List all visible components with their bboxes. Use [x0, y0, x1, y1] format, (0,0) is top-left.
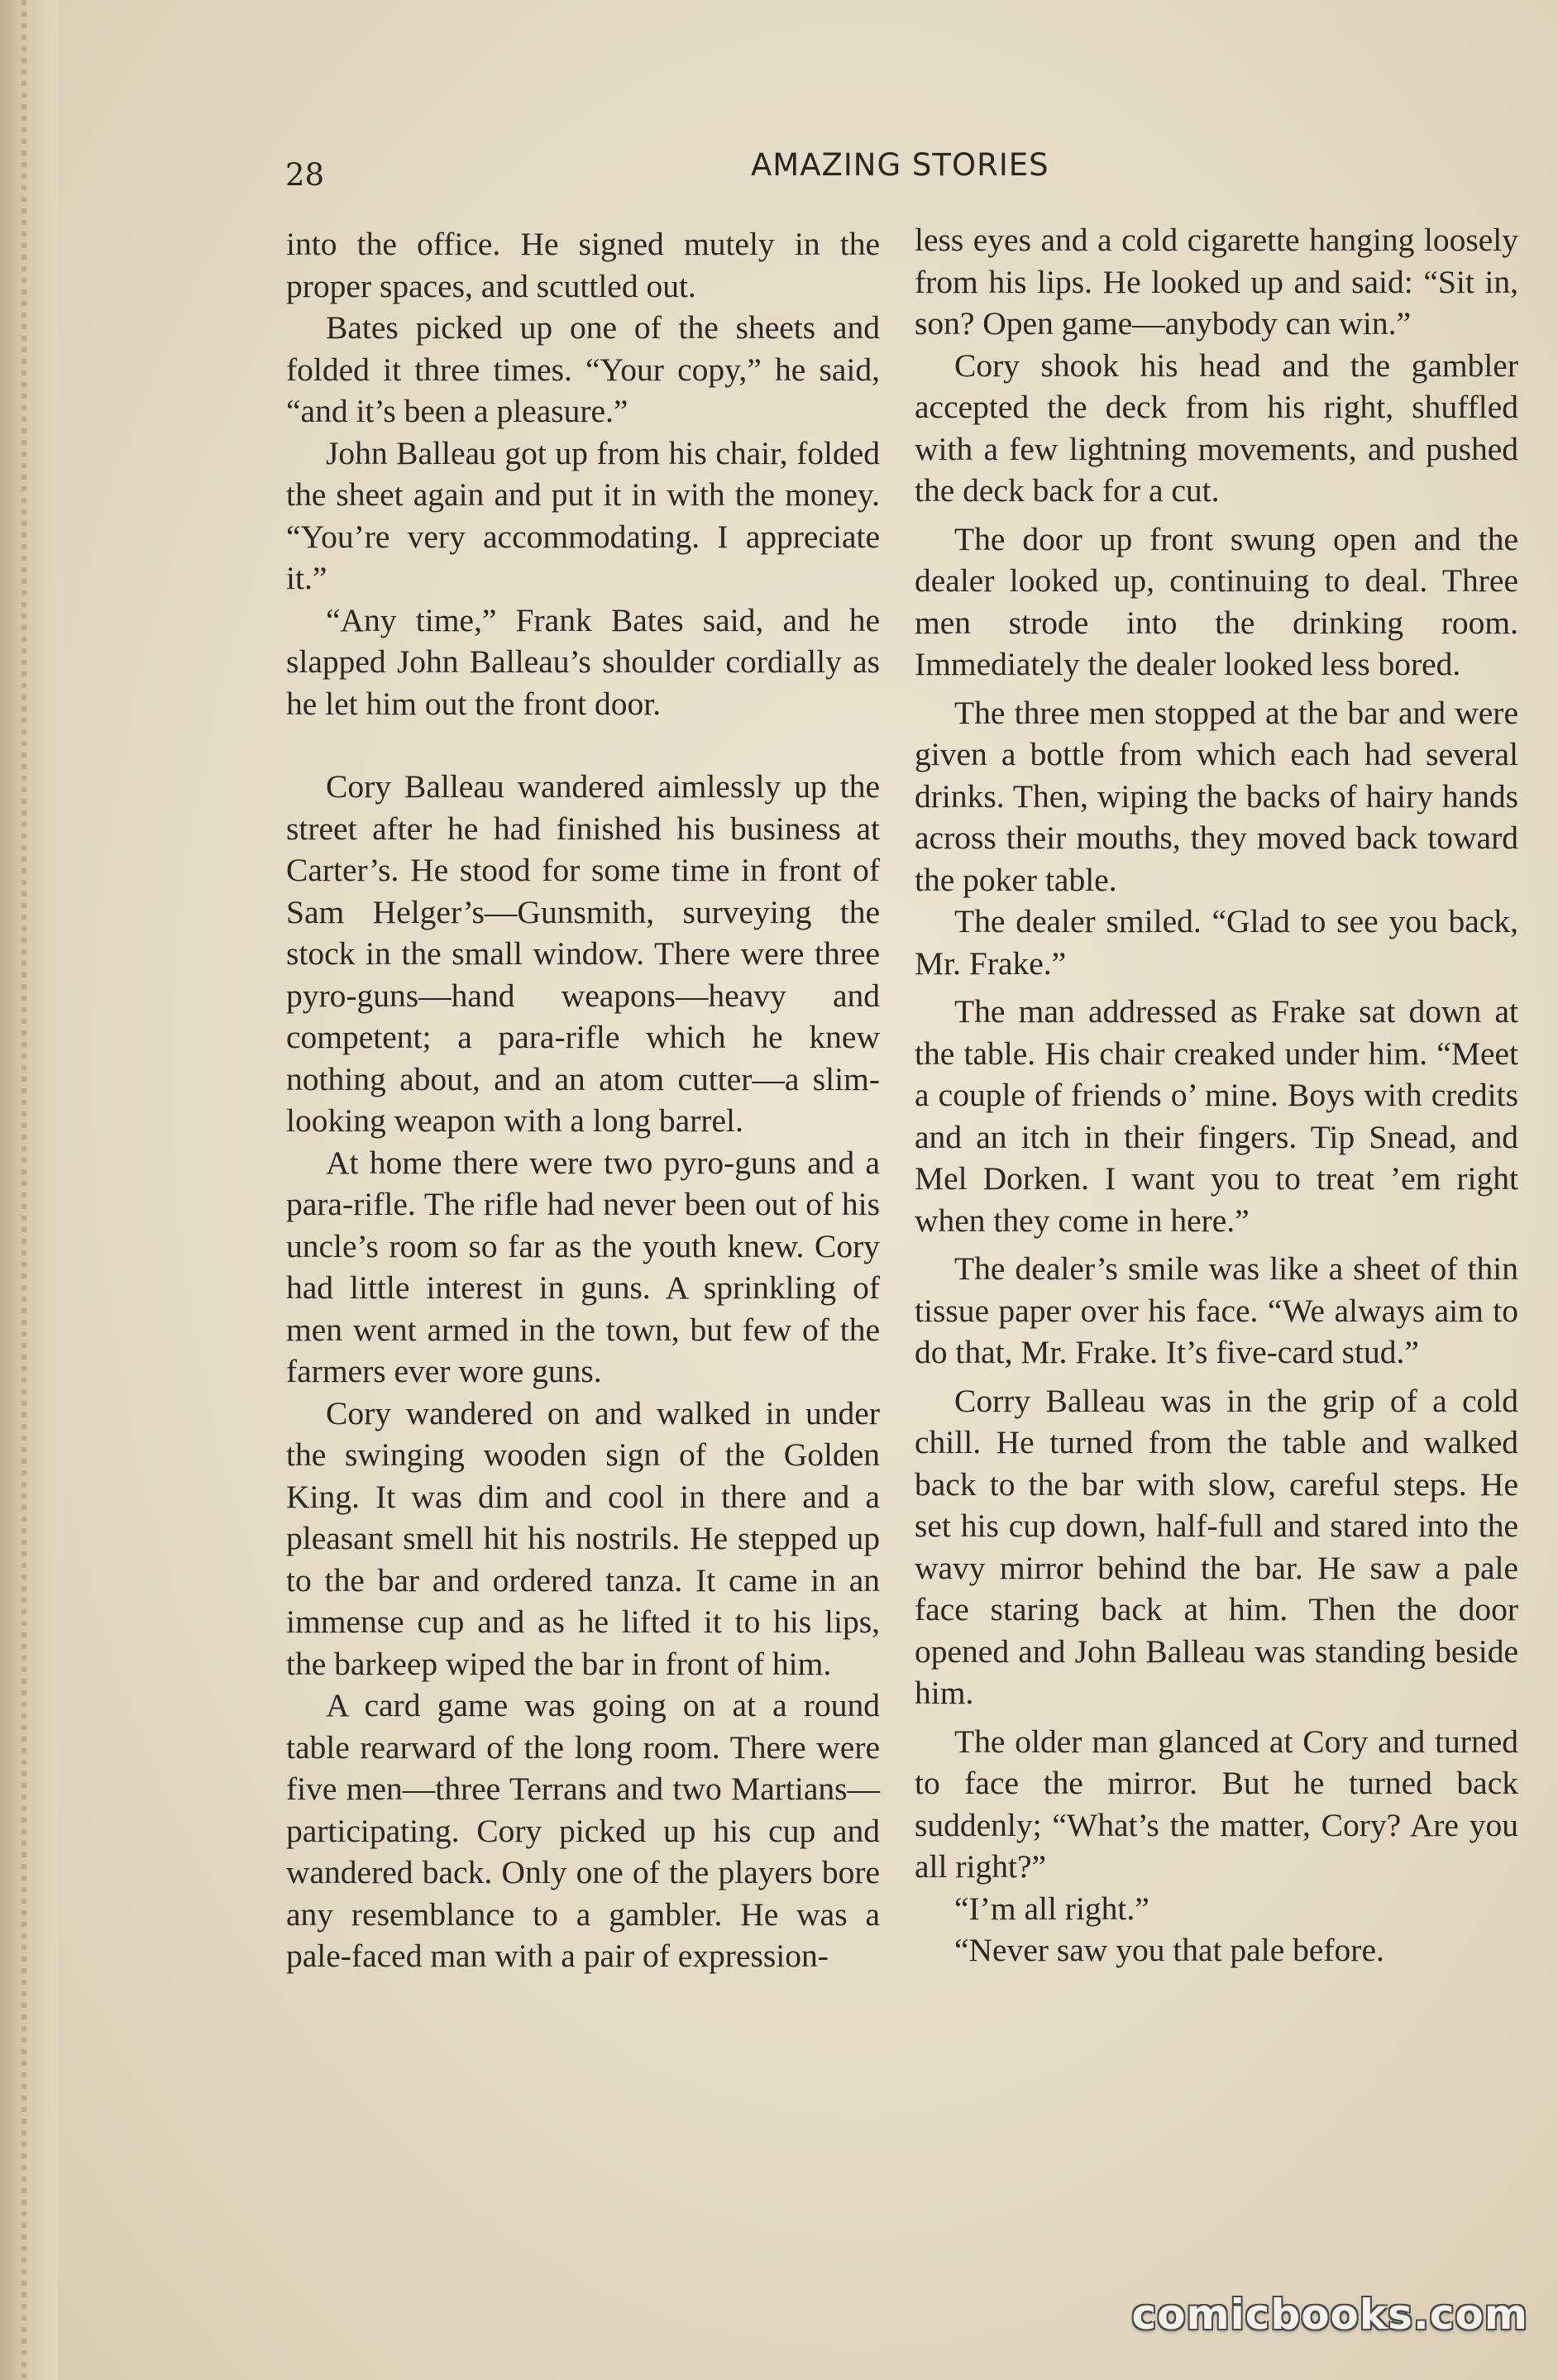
paragraph: into the office. He signed mutely in the proper spaces, and scuttled out. — [286, 226, 880, 304]
paragraph: The door up front swung open and the dealer looked up, continuing to deal. Three men strode into the drinking room. Immediately the dealer looked less bored. — [915, 520, 1518, 682]
paragraph: “Any time,” Frank Bates said, and he slapped John Balleau’s shoulder cordially as he let him out the front door. — [286, 601, 880, 722]
paragraph: Cory Balleau wandered aimlessly up the street after he had finished his business at Carter’s. He stood for some time in front of Sam Helger’s—Gunsmith, surveying the stock in the small window. There were three pyro-guns—hand weapons—heavy and competent; a para-rifle which he knew nothing about, and an atom cutter—a slim-looking weapon with a long barrel. — [286, 768, 880, 1139]
paragraph: Corry Balleau was in the grip of a cold chill. He turned from the table and walked back to the bar with slow, careful steps. He set his cup down, half-full and stared into the wavy mirror behind the bar. He saw a pale face staring back at him. Then the door opened and John Balleau was standing beside him. — [915, 1382, 1518, 1711]
paragraph: The dealer’s smile was like a sheet of thin tissue paper over his face. “We always aim to do that, Mr. Frake. It’s five-card stud.” — [915, 1250, 1518, 1370]
running-title: AMAZING STORIES — [751, 147, 1049, 183]
paragraph: “Never saw you that pale before. — [954, 1932, 1384, 1968]
paragraph: “I’m all right.” — [954, 1890, 1149, 1927]
paragraph: The man addressed as Frake sat down at the table. His chair creaked under him. “Meet a couple of friends o’ mine. Boys with credits and an itch in their fingers. Tip Snead, and Mel Dorken. I want you to treat ’em right when they come in here.” — [915, 993, 1518, 1239]
left-column — [286, 223, 880, 1977]
page-number: 28 — [285, 157, 325, 193]
paragraph: less eyes and a cold cigarette hanging loosely from his lips. He looked up and said: “Sit in, son? Open game—anybody can win.” — [915, 222, 1518, 342]
right-column — [915, 219, 1518, 1971]
paragraph: Cory wandered on and walked in under the swinging wooden sign of the Golden King. It was dim and cool in there and a pleasant smell hit his nostrils. He stepped up to the bar and ordered tanza. It came in an immense cup and as he lifted it to his lips, the barkeep wiped the bar in front of him. — [286, 1394, 880, 1682]
paragraph: The three men stopped at the bar and were given a bottle from which each had several drinks. Then, wiping the backs of hairy hands across their mouths, they moved back toward the poker table. — [915, 694, 1518, 898]
paragraph: Cory shook his head and the gambler accepted the deck from his right, shuffled with a few lightning movements, and pushed the deck back for a cut. — [915, 346, 1518, 509]
site-watermark: comicbooks.com — [1131, 2291, 1528, 2339]
paragraph: The older man glanced at Cory and turned to face the mirror. But he turned back suddenly; “What’s the matter, Cory? Are you all right?” — [915, 1723, 1518, 1885]
paragraph: At home there were two pyro-guns and a para-rifle. The rifle had never been out of his uncle’s room so far as the youth knew. Cory had little interest in guns. A sprinkling of men went armed in the town, but few of the farmers ever wore guns. — [286, 1144, 880, 1389]
binding-stitches — [22, 0, 26, 2380]
paragraph: A card game was going on at a round table rearward of the long room. There were five men—three Terrans and two Martians—participating. Cory picked up his cup and wandered back. Only one of the players bore any resemblance to a gambler. He was a pale-faced man with a pair of expression- — [286, 1687, 880, 1974]
paragraph: John Balleau got up from his chair, folded the sheet again and put it in with the money. “You’re very accommodating. I appreciate it.” — [286, 434, 880, 596]
paragraph: Bates picked up one of the sheets and folded it three times. “Your copy,” he said, “and it’s been a pleasure.” — [286, 309, 880, 429]
paragraph: The dealer smiled. “Glad to see you back, Mr. Frake.” — [915, 903, 1518, 982]
binding-edge — [0, 0, 58, 2380]
